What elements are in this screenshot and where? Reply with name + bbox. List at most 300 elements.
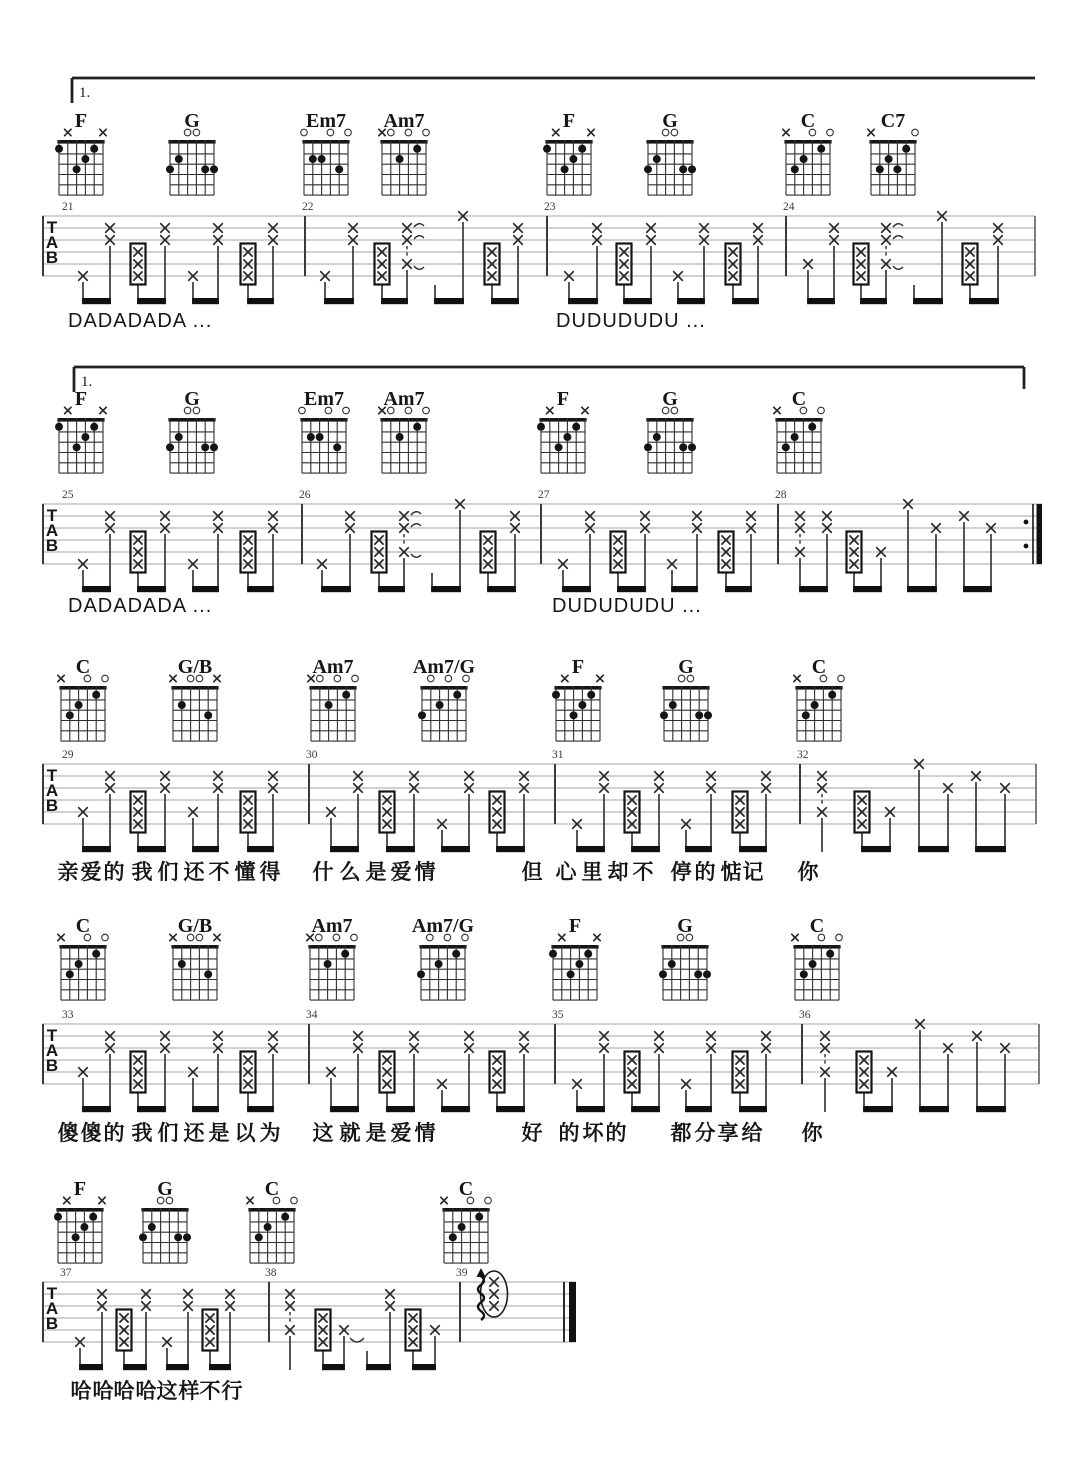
strum-event <box>161 512 170 533</box>
system-5 <box>42 1178 576 1403</box>
lyric-token: 还 <box>183 1122 205 1145</box>
beam <box>631 846 660 852</box>
beam <box>919 1106 949 1112</box>
chord-nut <box>57 418 104 422</box>
strum-event <box>796 512 805 557</box>
beam <box>137 846 166 852</box>
chord-name: Am7 <box>312 656 354 678</box>
beam <box>412 1364 436 1370</box>
chord-diagram-G <box>659 915 711 1000</box>
strum-event <box>354 1032 363 1053</box>
strum-event <box>142 1290 151 1311</box>
lyric-token: 傻 <box>80 1122 102 1145</box>
chord-name: F <box>568 915 582 937</box>
beam <box>969 298 999 304</box>
strum-event <box>586 512 595 533</box>
beam <box>82 1106 111 1112</box>
svg-text:T: T <box>46 506 58 525</box>
lyric-token: 情 <box>414 1122 436 1145</box>
chord-diagram-C <box>794 656 845 741</box>
strum-event <box>349 224 358 245</box>
strum-event <box>762 1032 771 1053</box>
strum-event <box>707 772 716 793</box>
strum-event <box>214 224 223 245</box>
lyric-token: 坏 <box>582 1122 604 1145</box>
beam <box>799 586 828 592</box>
lyrics-line <box>58 860 820 884</box>
chord-diagram-C <box>247 1178 298 1263</box>
measure-number: 34 <box>306 1009 318 1021</box>
chord-name: F <box>562 110 576 132</box>
measure-number: 38 <box>265 1267 277 1279</box>
chord-diagram-C <box>441 1178 492 1263</box>
svg-text:B: B <box>45 536 59 555</box>
strum-event <box>700 224 709 245</box>
strum-event <box>214 512 223 533</box>
lyric-token: 就 <box>339 1122 361 1145</box>
strum-event <box>707 1032 716 1053</box>
chord-diagram-F <box>55 388 106 473</box>
lyric-token: 不 <box>632 861 654 884</box>
chord-diagram-Em7 <box>299 388 350 473</box>
strum-event <box>465 772 474 793</box>
measure-number: 31 <box>552 749 564 761</box>
measure-number: 33 <box>62 1009 74 1021</box>
strum-event <box>762 772 771 793</box>
chord-name: F <box>556 388 570 410</box>
beam <box>366 1364 391 1370</box>
svg-text:B: B <box>45 1056 59 1075</box>
lyric-token: 爱 <box>390 861 412 884</box>
lyric-token: 行 <box>221 1380 243 1403</box>
tie-arc <box>893 266 903 269</box>
svg-text:B: B <box>45 1314 59 1333</box>
beam <box>192 1106 219 1112</box>
chord-name: G <box>662 388 678 410</box>
chord-nut <box>248 1208 295 1212</box>
lyric-token: 样 <box>178 1380 200 1403</box>
chord-nut <box>775 418 822 422</box>
beam <box>853 586 882 592</box>
chord-diagram-C <box>792 915 843 1000</box>
lyric-token: 给 <box>741 1122 763 1145</box>
beam <box>378 586 405 592</box>
beam <box>863 1106 893 1112</box>
lyric-token: 的 <box>103 861 125 884</box>
lyric-token: 不 <box>199 1380 221 1403</box>
beam <box>496 846 525 852</box>
lyric-token: 为 <box>259 1122 281 1145</box>
lyrics-line <box>71 1379 243 1403</box>
chord-name: G <box>662 110 678 132</box>
lyric-token: 这 <box>156 1380 178 1403</box>
chord-name: C <box>791 388 807 410</box>
lyric-token: 这 <box>312 1122 334 1145</box>
lyric-token: 们 <box>157 1122 179 1145</box>
measure-number: 24 <box>783 201 795 213</box>
beam <box>576 846 605 852</box>
lyric-token: 但 <box>521 861 543 884</box>
strum-event <box>514 224 523 245</box>
measure-number: 35 <box>552 1009 564 1021</box>
lyric-token: 记 <box>742 861 764 884</box>
chord-nut <box>59 945 106 949</box>
chord-diagram-G <box>644 388 696 473</box>
beam <box>576 1106 605 1112</box>
chord-diagram-Am7/G <box>412 915 475 1000</box>
lyric-token: 亲 <box>57 861 79 884</box>
chord-diagram-Em7 <box>301 110 352 195</box>
svg-text:A: A <box>45 521 59 540</box>
chord-name: Em7 <box>306 110 346 132</box>
beam <box>137 586 166 592</box>
chord-nut <box>168 140 215 144</box>
tie-arc <box>350 1338 364 1342</box>
strum-event <box>511 512 520 533</box>
beam <box>976 1106 1006 1112</box>
chord-nut <box>795 686 842 690</box>
strum-event <box>269 512 278 533</box>
chord-nut <box>141 1208 188 1212</box>
measure-number: 22 <box>302 201 314 213</box>
measure-number: 28 <box>775 489 787 501</box>
chord-name: C <box>75 915 91 937</box>
lyrics-line <box>68 310 706 332</box>
lyric-token: 爱 <box>80 861 102 884</box>
lyric-token: 惦 <box>720 861 742 884</box>
beam <box>322 1364 345 1370</box>
chord-nut <box>302 140 349 144</box>
chord-name: Am7/G <box>411 915 475 937</box>
chord-diagram-Am7/G <box>413 656 476 741</box>
chord-nut <box>168 418 215 422</box>
lyric-token: 么 <box>339 861 361 884</box>
strum-event <box>823 512 832 533</box>
lyric-token: 爱 <box>390 1122 412 1145</box>
chord-nut <box>539 418 586 422</box>
lyric-token: 却 <box>607 861 629 884</box>
chord-diagram-Am7 <box>379 388 430 473</box>
lyric-token: DADADADA ... <box>68 595 213 617</box>
system-3 <box>42 656 1036 884</box>
lyric-token: 是 <box>208 1122 230 1145</box>
chord-name: G <box>678 656 694 678</box>
beam <box>918 846 949 852</box>
chord-nut <box>793 945 840 949</box>
chord-nut <box>545 140 592 144</box>
tie-arc <box>411 512 421 515</box>
lyric-token: 的 <box>103 1122 125 1145</box>
strum-event <box>520 772 529 793</box>
chord-nut <box>380 140 427 144</box>
beam <box>496 1106 525 1112</box>
measure-number: 37 <box>60 1267 72 1279</box>
strum-event <box>98 1290 107 1311</box>
strum-event <box>354 772 363 793</box>
strum-event <box>386 1290 395 1311</box>
svg-text:A: A <box>45 1041 59 1060</box>
chord-name: F <box>571 656 585 678</box>
tie-arc <box>893 236 903 239</box>
chord-name: C <box>809 915 825 937</box>
beam <box>487 586 516 592</box>
beam <box>861 846 891 852</box>
chord-nut <box>380 418 427 422</box>
chord-name: G <box>677 915 693 937</box>
chord-nut <box>57 140 104 144</box>
chord-name: G <box>184 110 200 132</box>
tab-clef <box>46 766 58 815</box>
beam <box>123 1364 147 1370</box>
beam <box>631 1106 660 1112</box>
beam <box>441 1106 470 1112</box>
beam <box>963 586 992 592</box>
strum-event <box>830 224 839 245</box>
chord-name: Am7 <box>311 915 353 937</box>
chord-name: Am7/G <box>412 656 476 678</box>
lyric-token: 们 <box>157 861 179 884</box>
chord-diagram-C <box>58 915 108 1000</box>
lyric-token: 的 <box>558 1122 580 1145</box>
strum-event <box>410 1032 419 1053</box>
tie-arc <box>411 524 421 527</box>
beam <box>434 298 464 304</box>
volta-bracket <box>74 367 1024 392</box>
tie-arc <box>893 224 903 227</box>
chord-diagram-Am7 <box>308 656 359 741</box>
chord-diagram-F <box>552 656 603 741</box>
chord-nut <box>551 945 598 949</box>
beam <box>739 1106 767 1112</box>
beam <box>82 846 111 852</box>
beam <box>247 846 274 852</box>
chord-diagram-C <box>774 388 825 473</box>
chord-diagram-C <box>58 656 108 741</box>
lyric-token: 分 <box>694 1122 716 1145</box>
chord-name: G <box>184 388 200 410</box>
beam <box>192 298 219 304</box>
svg-text:T: T <box>46 766 58 785</box>
chord-diagram-G/B <box>170 656 220 741</box>
strum-event <box>600 772 609 793</box>
chord-diagram-F <box>54 1178 105 1263</box>
beam <box>192 586 219 592</box>
beam <box>975 846 1006 852</box>
beam <box>725 586 752 592</box>
lyric-token: 我 <box>131 861 153 884</box>
chord-nut <box>300 418 347 422</box>
measure-number: 39 <box>456 1267 468 1279</box>
chord-nut <box>171 686 218 690</box>
lyric-token: 你 <box>797 861 819 884</box>
lyric-token: 是 <box>365 1122 387 1145</box>
chord-nut <box>646 140 693 144</box>
chord-name: C <box>800 110 816 132</box>
strum-event <box>286 1290 295 1335</box>
beam <box>860 298 887 304</box>
beam <box>137 1106 166 1112</box>
beam <box>247 586 274 592</box>
lyric-token: 哈 <box>135 1380 157 1403</box>
beam <box>381 298 408 304</box>
measure-number: 26 <box>299 489 311 501</box>
end-repeat-barline <box>1024 504 1042 564</box>
beam <box>82 586 111 592</box>
chord-name: F <box>74 110 88 132</box>
lyric-token: 里 <box>581 861 603 884</box>
chord-diagram-Am7 <box>307 915 358 1000</box>
beam <box>807 298 835 304</box>
chord-nut <box>661 945 708 949</box>
strum-event <box>747 512 756 533</box>
strum-event <box>106 224 115 245</box>
system-1 <box>42 78 1035 332</box>
chord-nut <box>869 140 916 144</box>
strum-event <box>821 1032 830 1077</box>
beam <box>166 1364 189 1370</box>
lyric-token: 的 <box>694 861 716 884</box>
chord-diagram-C7 <box>868 110 919 195</box>
tab-clef <box>46 1284 58 1333</box>
strum-event <box>269 1032 278 1053</box>
lyric-token: 是 <box>365 861 387 884</box>
beam <box>321 586 351 592</box>
strum-event <box>818 772 827 817</box>
measure-number: 23 <box>544 201 556 213</box>
chord-diagram-F <box>537 388 588 473</box>
tie-arc <box>414 236 424 239</box>
chord-diagram-G <box>166 388 218 473</box>
strum-event <box>226 1290 235 1311</box>
chord-nut <box>59 686 106 690</box>
chord-diagram-G <box>139 1178 191 1263</box>
strum-event <box>161 772 170 793</box>
beam <box>324 298 354 304</box>
lyric-token: 得 <box>259 861 281 884</box>
chord-name: C <box>75 656 91 678</box>
tie-arc <box>414 224 424 227</box>
chord-name: C <box>811 656 827 678</box>
volta-bracket <box>72 78 1035 103</box>
chord-name: Em7 <box>304 388 344 410</box>
beam <box>671 586 698 592</box>
beam <box>907 586 937 592</box>
beam <box>247 298 274 304</box>
beam <box>330 846 359 852</box>
strum-event <box>214 1032 223 1053</box>
chord-diagram-G <box>644 110 696 195</box>
svg-text:A: A <box>45 781 59 800</box>
tie-arc <box>414 266 424 269</box>
strum-event <box>641 512 650 533</box>
chord-diagram-Am7 <box>379 110 430 195</box>
svg-text:T: T <box>46 218 58 237</box>
chord-nut <box>442 1208 489 1212</box>
beam <box>568 298 598 304</box>
volta-label: 1. <box>79 85 91 101</box>
lyric-token: 情 <box>414 861 436 884</box>
lyric-token: 哈 <box>70 1380 92 1403</box>
volta-label: 1. <box>81 374 93 390</box>
strum-event <box>400 512 421 558</box>
beam <box>209 1364 231 1370</box>
measure-39 <box>456 1267 508 1342</box>
chord-name: C <box>264 1178 280 1200</box>
beam <box>677 298 705 304</box>
lyric-token: 享 <box>717 1122 739 1145</box>
chord-nut <box>309 686 356 690</box>
lyric-token: DADADADA ... <box>68 310 213 332</box>
chord-diagram-G/B <box>170 915 220 1000</box>
tab-clef <box>46 218 58 267</box>
beam <box>623 298 652 304</box>
chord-nut <box>419 945 466 949</box>
beam <box>685 1106 712 1112</box>
strum-event <box>882 224 903 270</box>
chord-name: C <box>458 1178 474 1200</box>
beam <box>386 1106 415 1112</box>
strum-event <box>647 224 656 245</box>
chord-nut <box>784 140 831 144</box>
chord-nut <box>646 418 693 422</box>
lyric-token: DUDUDUDU ... <box>552 595 702 617</box>
lyric-token: 傻 <box>57 1122 79 1145</box>
beam <box>562 586 591 592</box>
beam <box>137 298 166 304</box>
measure-number: 25 <box>62 489 74 501</box>
beam <box>441 846 470 852</box>
lyric-token: DUDUDUDU ... <box>556 310 706 332</box>
chord-name: G/B <box>177 656 213 678</box>
strum-event <box>994 224 1003 245</box>
chord-nut <box>420 686 467 690</box>
beam <box>192 846 219 852</box>
chord-diagram-F <box>549 915 600 1000</box>
strum-event <box>403 224 424 270</box>
beam <box>386 846 415 852</box>
chord-name: Am7 <box>383 388 425 410</box>
chord-name: F <box>73 1178 87 1200</box>
tab-clef <box>46 1026 58 1075</box>
strum-event <box>161 1032 170 1053</box>
chord-nut <box>308 945 355 949</box>
strum-event <box>754 224 763 245</box>
strum-event <box>269 224 278 245</box>
svg-text:T: T <box>46 1026 58 1045</box>
beam <box>739 846 767 852</box>
svg-text:A: A <box>45 233 59 252</box>
chord-diagram-C <box>783 110 834 195</box>
beam <box>247 1106 274 1112</box>
lyric-token: 都 <box>670 1122 692 1145</box>
strum-event <box>655 772 664 793</box>
strum-event <box>465 1032 474 1053</box>
lyric-token: 哈 <box>113 1380 135 1403</box>
beam <box>82 298 111 304</box>
strum-event <box>184 1290 193 1311</box>
strum-event <box>410 772 419 793</box>
svg-text:B: B <box>45 248 59 267</box>
beam <box>617 586 646 592</box>
lyric-token: 好 <box>521 1122 543 1145</box>
lyric-token: 还 <box>183 861 205 884</box>
chord-name: Am7 <box>383 110 425 132</box>
chord-diagram-G <box>166 110 218 195</box>
strum-event <box>600 1032 609 1053</box>
strum-event <box>269 772 278 793</box>
chord-name: G/B <box>177 915 213 937</box>
chord-name: G <box>157 1178 173 1200</box>
